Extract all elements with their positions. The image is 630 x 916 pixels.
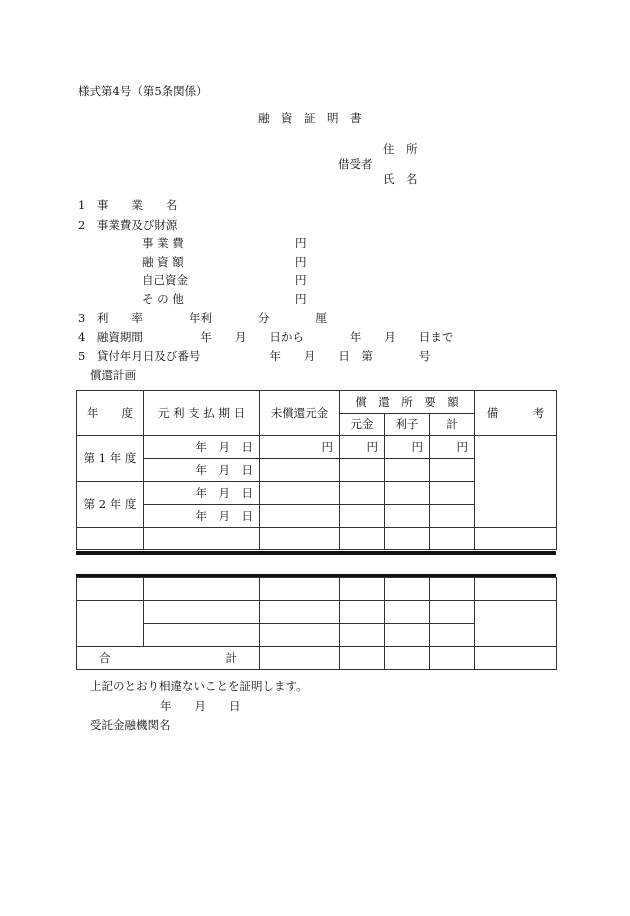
funding-label-loan: 融 資 額 xyxy=(142,255,184,269)
trustee-bank-label: 受託金融機関名 xyxy=(90,718,171,732)
funding-unit-other: 円 xyxy=(295,292,307,306)
header-payment-date: 元 利 支 払 期 日 xyxy=(144,391,260,436)
item-loan-date-number: 5 貸付年月日及び番号 年 月 日 第 号 xyxy=(78,349,431,363)
form-number: 様式第4号（第5条関係） xyxy=(78,84,208,98)
table-row xyxy=(77,578,557,601)
header-unpaid-principal: 未償還元金 xyxy=(260,391,340,436)
borrower-label: 借受者 xyxy=(338,157,373,171)
table-row xyxy=(77,528,557,550)
document-title: 融 資 証 明 書 xyxy=(258,111,362,125)
year-1-label: 第 1 年 度 xyxy=(77,436,144,482)
borrower-address-label: 住 所 xyxy=(383,142,418,156)
header-interest: 利子 xyxy=(385,414,430,436)
table-break-top-line xyxy=(76,551,556,555)
payment-date-cell: 年 月 日 xyxy=(144,482,260,505)
funding-unit-own: 円 xyxy=(295,273,307,287)
certification-statement: 上記のとおり相違ないことを証明します。 xyxy=(90,679,308,693)
yen-unit: 円 xyxy=(260,436,340,459)
table-row xyxy=(77,647,557,670)
header-remarks: 備 考 xyxy=(475,391,557,436)
payment-date-cell: 年 月 日 xyxy=(144,459,260,482)
borrower-name-label: 氏 名 xyxy=(383,172,418,186)
item-business-name: 1 事 業 名 xyxy=(78,198,178,212)
item-loan-period: 4 融資期間 年 月 日から 年 月 日まで xyxy=(78,330,454,344)
header-principal: 元金 xyxy=(340,414,385,436)
funding-label-other: そ の 他 xyxy=(142,292,184,306)
item-cost-and-funding: 2 事業費及び財源 xyxy=(78,218,178,232)
certification-date: 年 月 日 xyxy=(160,699,241,713)
table-row xyxy=(77,436,557,459)
grand-total-label: 合 計 xyxy=(77,647,260,670)
payment-date-cell: 年 月 日 xyxy=(144,505,260,528)
repayment-table-upper xyxy=(76,390,557,550)
repayment-table-lower xyxy=(76,577,557,670)
funding-unit-cost: 円 xyxy=(295,236,307,250)
header-year: 年 度 xyxy=(77,391,144,436)
funding-label-cost: 事 業 費 xyxy=(142,236,184,250)
remarks-cell xyxy=(475,436,557,528)
item-interest-rate: 3 利 率 年利 分 厘 xyxy=(78,311,327,325)
table-row xyxy=(77,601,557,624)
yen-unit: 円 xyxy=(385,436,430,459)
header-repayment-amount: 償 還 所 要 額 xyxy=(340,391,475,414)
yen-unit: 円 xyxy=(430,436,475,459)
header-total: 計 xyxy=(430,414,475,436)
funding-unit-loan: 円 xyxy=(295,255,307,269)
payment-date-cell: 年 月 日 xyxy=(144,436,260,459)
repayment-plan-label: 償還計画 xyxy=(90,368,136,382)
yen-unit: 円 xyxy=(340,436,385,459)
funding-label-own: 自己資金 xyxy=(142,273,188,287)
year-2-label: 第 2 年 度 xyxy=(77,482,144,528)
